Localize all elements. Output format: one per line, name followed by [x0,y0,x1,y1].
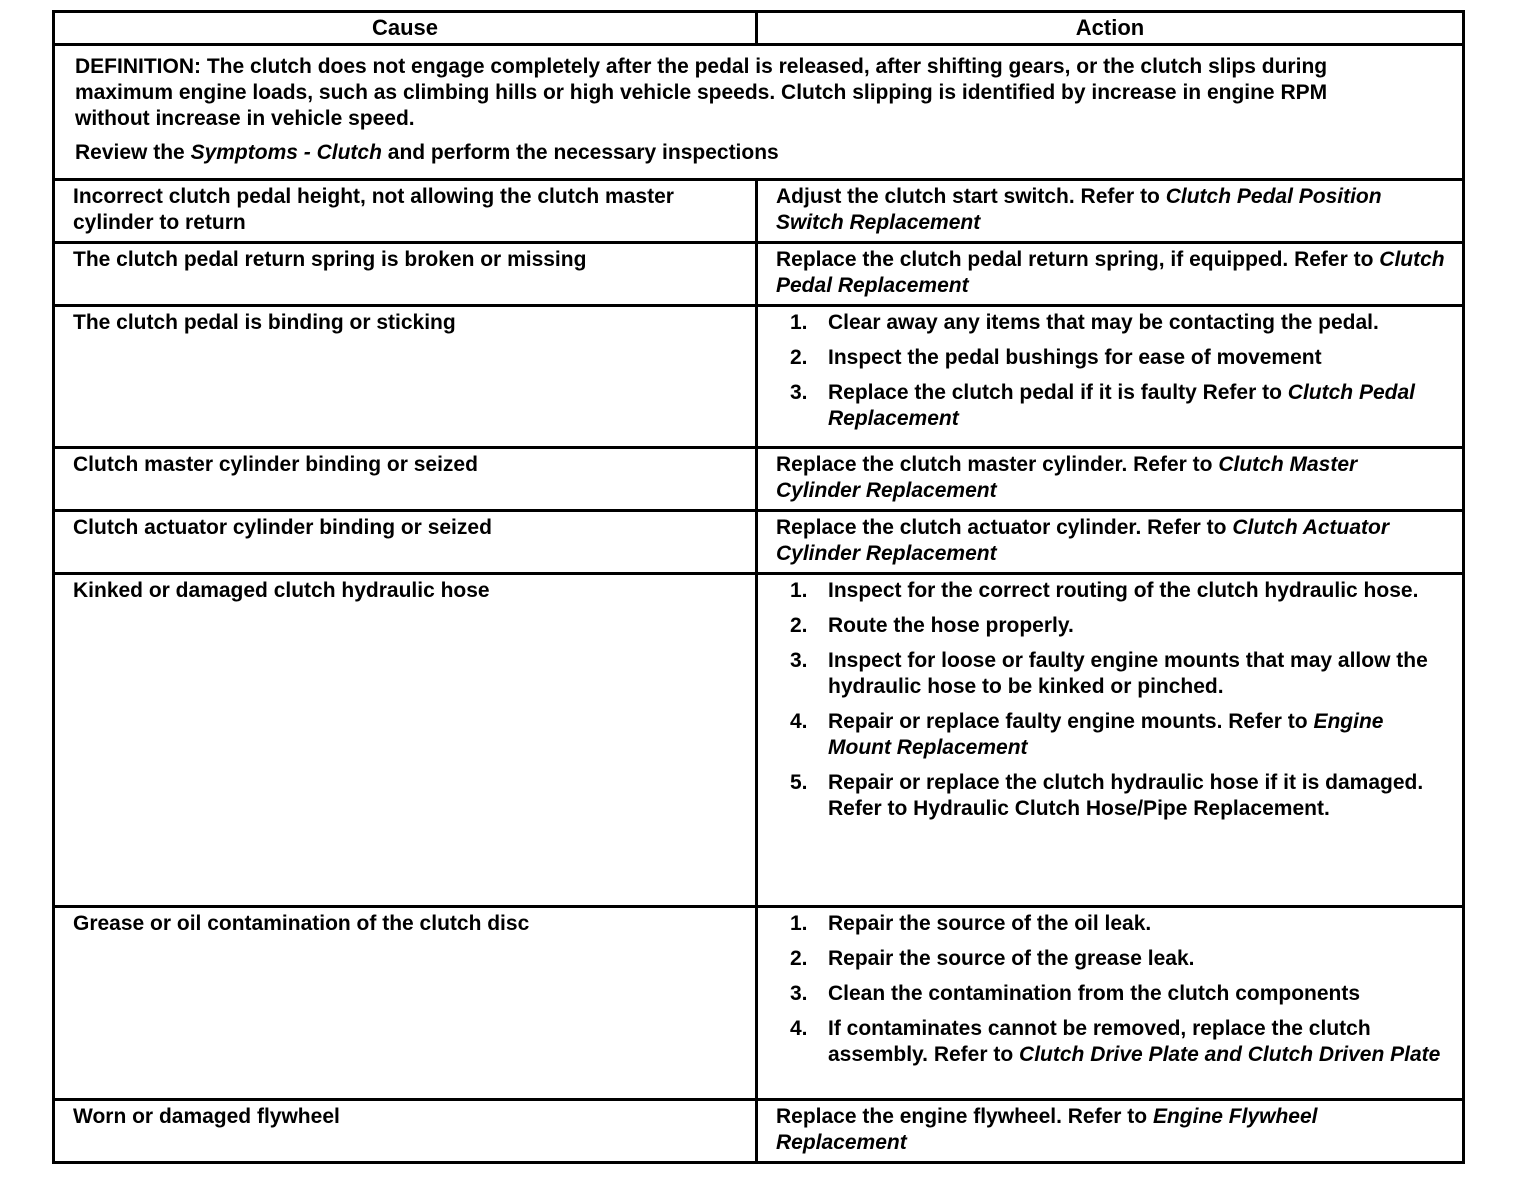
step-number: 1. [790,311,808,334]
step-number: 2. [790,346,808,369]
table-row [54,448,1464,511]
table-row [54,574,1464,907]
action-cell [757,243,1464,306]
table-row [54,180,1464,243]
step-text: Repair or replace faulty engine mounts. Refer to [828,710,1308,733]
step-number: 4. [790,710,808,733]
cause-cell: Clutch master cylinder binding or seized [54,448,757,511]
action-step [776,310,1446,336]
action-step [776,648,1446,700]
step-number: 3. [790,381,808,404]
step-reference-link[interactable]: Clutch Drive Plate and Clutch Driven Plate [1019,1043,1441,1066]
cause-cell: Grease or oil contamination of the clutch disc [54,907,757,1100]
action-step [776,613,1446,639]
action-cell [757,907,1464,1100]
definition-text: The clutch does not engage completely after the pedal is released, after shifting gears, or the clutch slips during maximum engine loads, such as climbing hills or high vehicle speeds. Clutch slipping is identified by increase in engine RPM without increase in vehicle speed. [75,55,1328,130]
step-text: Route the hose properly. [828,614,1074,637]
action-step [776,709,1446,761]
action-steps-list [776,911,1446,1068]
step-text: Repair the source of the grease leak. [828,947,1195,970]
action-text: Replace the engine flywheel. Refer to [776,1105,1148,1128]
step-reference-link[interactable]: Engine Mount Replacement [828,710,1384,759]
definition-row [54,45,1464,180]
step-text: Replace the clutch pedal if it is faulty Refer to [828,381,1282,404]
action-text: Adjust the clutch start switch. Refer to [776,185,1160,208]
action-cell [757,180,1464,243]
action-step [776,345,1446,371]
step-number: 1. [790,579,808,602]
review-link-symptoms-clutch[interactable]: Symptoms - Clutch [190,141,382,164]
table-row [54,907,1464,1100]
action-column-header: Action [757,12,1464,45]
step-number: 5. [790,771,808,794]
definition-label: DEFINITION: [75,55,201,78]
cause-cell: Clutch actuator cylinder binding or seized [54,511,757,574]
cause-cell: Worn or damaged flywheel [54,1100,757,1163]
step-number: 3. [790,649,808,672]
action-reference-link[interactable]: Clutch Master Cylinder Replacement [776,453,1358,502]
action-text: Replace the clutch actuator cylinder. Refer to [776,516,1227,539]
table-row [54,306,1464,448]
action-reference-link[interactable]: Clutch Pedal Position Switch Replacement [776,185,1382,234]
review-pre: Review the [75,141,185,164]
step-text: Clear away any items that may be contacting the pedal. [828,311,1379,334]
cause-cell: Kinked or damaged clutch hydraulic hose [54,574,757,907]
step-text: Clean the contamination from the clutch components [828,982,1361,1005]
action-step [776,946,1446,972]
definition-paragraph [75,54,1402,132]
step-text: If contaminates cannot be removed, replace the clutch assembly. Refer to [828,1017,1371,1066]
clutch-slips-diagnostic-table [52,10,1462,1164]
step-number: 3. [790,982,808,1005]
step-number: 2. [790,947,808,970]
action-text: Replace the clutch pedal return spring, if equipped. Refer to [776,248,1374,271]
action-reference-link[interactable]: Engine Flywheel Replacement [776,1105,1318,1154]
action-step [776,380,1446,432]
action-reference-link[interactable]: Clutch Actuator Cylinder Replacement [776,516,1390,565]
cause-cell: The clutch pedal is binding or sticking [54,306,757,448]
diagnostic-table [52,10,1465,1164]
action-step [776,1016,1446,1068]
action-steps-list [776,310,1446,432]
cause-cell: Incorrect clutch pedal height, not allowing the clutch master cylinder to return [54,180,757,243]
step-number: 1. [790,912,808,935]
review-paragraph [75,140,1402,166]
action-cell [757,306,1464,448]
step-reference-link[interactable]: Clutch Pedal Replacement [828,381,1415,430]
action-cell [757,1100,1464,1163]
action-step [776,770,1446,822]
step-number: 4. [790,1017,808,1040]
step-text: Inspect the pedal bushings for ease of movement [828,346,1322,369]
action-cell [757,574,1464,907]
step-text: Repair or replace the clutch hydraulic hose if it is damaged. Refer to Hydraulic Clutch Hose/Pipe Replacement. [828,771,1424,820]
step-text: Repair the source of the oil leak. [828,912,1152,935]
table-row [54,243,1464,306]
cause-cell: The clutch pedal return spring is broken or missing [54,243,757,306]
action-steps-list [776,578,1446,822]
cause-column-header: Cause [54,12,757,45]
action-cell [757,448,1464,511]
action-step [776,911,1446,937]
action-reference-link[interactable]: Clutch Pedal Replacement [776,248,1445,297]
review-post: and perform the necessary inspections [387,141,779,164]
step-text: Inspect for the correct routing of the clutch hydraulic hose. [828,579,1419,602]
action-step [776,981,1446,1007]
table-row [54,511,1464,574]
table-header-row [54,12,1464,45]
step-number: 2. [790,614,808,637]
step-text: Inspect for loose or faulty engine mounts that may allow the hydraulic hose to be kinked or pinched. [828,649,1428,698]
table-row [54,1100,1464,1163]
action-text: Replace the clutch master cylinder. Refer to [776,453,1213,476]
action-cell [757,511,1464,574]
action-step [776,578,1446,604]
definition-cell [54,45,1464,180]
